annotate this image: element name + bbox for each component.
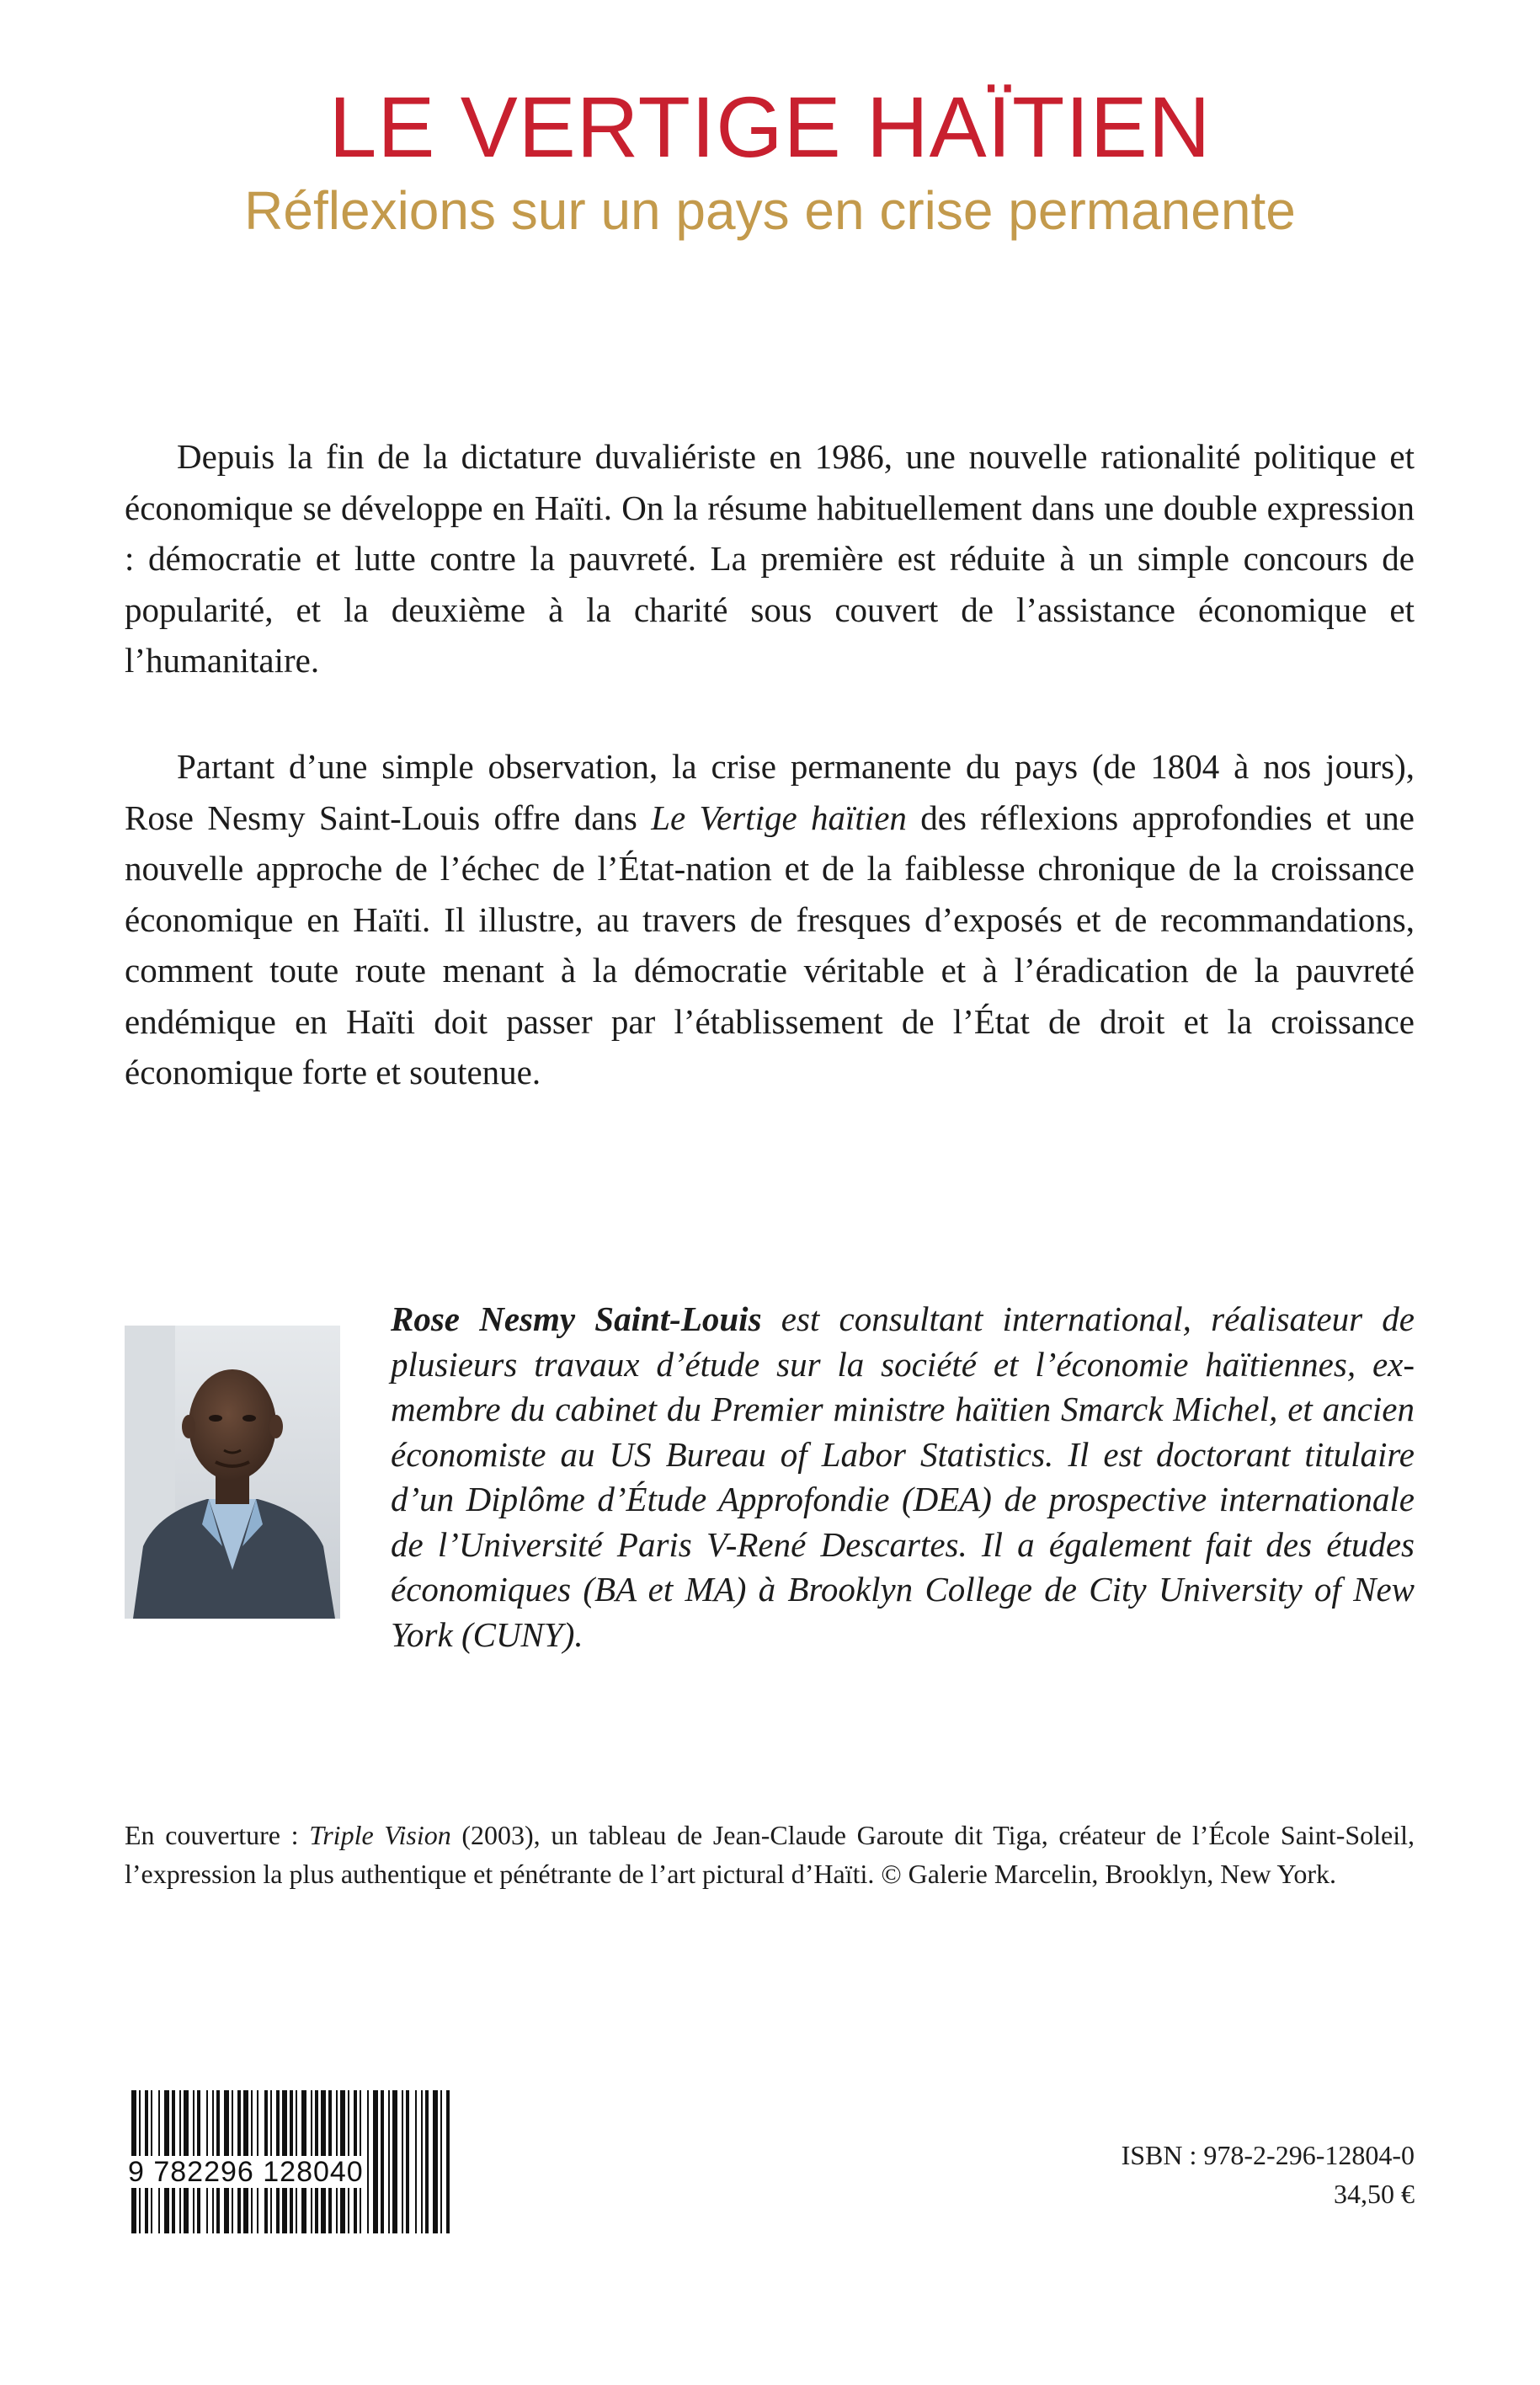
cover-credit <box>125 1816 1415 1893</box>
cover-credit-text: (2003), un tableau de Jean-Claude Garoute dit Tiga, créateur de l’École Saint-Soleil, l’expression la plus authentique et pénétrante de l’art pictural d’Haïti. © Galerie Marcelin, Brooklyn, New York. <box>125 1820 1415 1889</box>
author-portrait-illustration <box>125 1326 340 1619</box>
isbn: ISBN : 978-2-296-12804-0 <box>1121 2140 1415 2170</box>
barcode-number: 9 782296 128040 <box>128 2156 364 2188</box>
summary-paragraph-2 <box>125 741 1415 1098</box>
summary-paragraph-1: Depuis la fin de la dictature duvaliériste en 1986, une nouvelle rationalité politique et économique se développe en Haïti. On la résume habituellement dans une double expression : démocratie et lutte contre la pauvreté. La première est réduite à un simple concours de popularité, et la deuxième à la charité sous couvert de l’assistance économique et l’humanitaire. <box>125 437 1415 680</box>
cover-credit-prefix: En couverture : <box>125 1820 310 1850</box>
author-name: Rose Nesmy Saint-Louis <box>391 1299 762 1338</box>
price: 34,50 € <box>1334 2179 1415 2209</box>
summary-paragraph-2-part-1: Partant d’une simple observation, la crise permanente du pays (de 1804 à nos jours), Rose Nesmy Saint-Louis offre dans <box>125 747 1415 837</box>
author-bio <box>391 1297 1415 1657</box>
cover-artwork-title: Triple Vision <box>309 1820 451 1850</box>
summary-book-title-italic: Le Vertige haïtien <box>651 798 907 837</box>
book-subtitle: Réflexions sur un pays en crise permanente <box>244 180 1296 241</box>
author-photo <box>125 1326 340 1619</box>
author-bio-text: est consultant international, réalisateur de plusieurs travaux d’étude sur la société et l’économie haïtiennes, ex-membre du cabinet du Premier ministre haïtien Smarck Michel, et ancien économiste au US Bureau of Labor Statistics. Il est doctorant titulaire d’un Diplôme d’Étude Approfondie (DEA) de prospective internationale de l’Université Paris V-René Descartes. Il a également fait des études économiques (BA et MA) à Brooklyn College de City University of New York (CUNY). <box>391 1299 1415 1654</box>
book-title: LE VERTIGE HAÏTIEN <box>328 79 1212 175</box>
barcode-digits <box>126 2156 455 2189</box>
summary-paragraph-2-part-2: des réflexions approfondies et une nouvelle approche de l’échec de l’État-nation et de la faiblesse chronique de la croissance économique en Haïti. Il illustre, au travers de fresques d’exposés et de recommandations, comment toute route menant à la démocratie véritable et à l’éradication de la pauvreté endémique en Haïti doit passer par l’établissement de l’État de droit et la croissance économique forte et soutenue. <box>125 798 1415 1091</box>
